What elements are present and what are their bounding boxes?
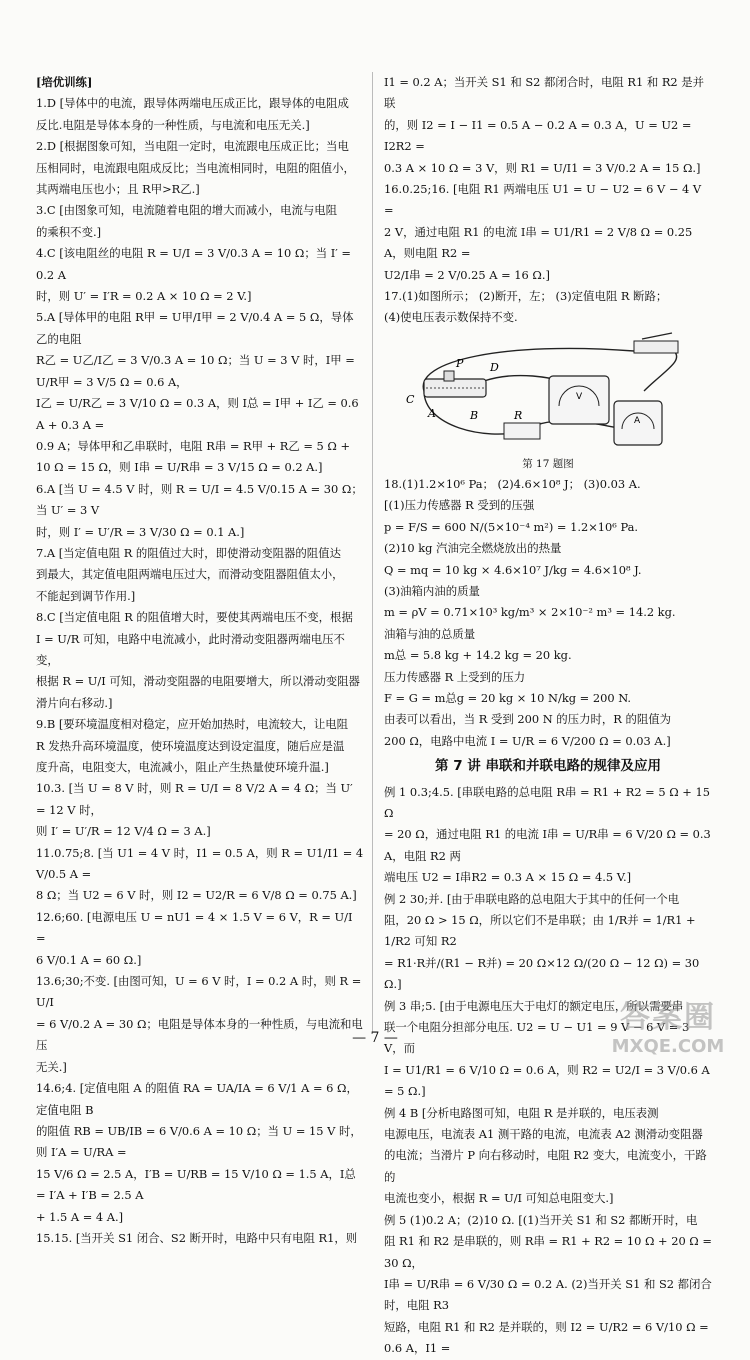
right-lines_top-line: 的，则 I2 = I − I1 = 0.5 A − 0.2 A = 0.3 A，U = U2 = I2R2 = bbox=[384, 117, 692, 154]
label-r: R bbox=[514, 408, 523, 422]
right-lines-mid bbox=[384, 474, 712, 752]
left-column bbox=[36, 72, 364, 1249]
right-lines_bottom-line: 例 5 (1)0.2 A；(2)10 Ω. [(1)当开关 S1 和 S2 都断开时，电 bbox=[384, 1212, 698, 1227]
left-lines-line: 10 Ω = 15 Ω，则 I串 = U/R串 = 3 V/15 Ω = 0.2 A.] bbox=[36, 460, 323, 475]
circuit-diagram bbox=[384, 331, 712, 456]
right-lines_bottom-line: = R1·R并/(R1 − R并) = 20 Ω×12 Ω/(20 Ω − 12 Ω) = 30 Ω.] bbox=[384, 955, 700, 992]
left-lines-line: + 1.5 A = 4 A.] bbox=[36, 1209, 124, 1224]
right-lines-bottom bbox=[384, 782, 712, 1360]
svg-text:V: V bbox=[576, 391, 583, 402]
left-lines-line: 6 V/0.1 A = 60 Ω.] bbox=[36, 952, 142, 967]
left-lines-line: 则 I′ = U′/R = 12 V/4 Ω = 3 A.] bbox=[36, 824, 211, 839]
section-label: [培优训练] bbox=[36, 75, 93, 89]
right-lines_bottom-line: 例 1 0.3;4.5. [串联电路的总电阻 R串 = R1 + R2 = 5 Ω + 15 Ω bbox=[384, 784, 710, 820]
right-lines_mid-line: [(1)压力传感器 R 受到的压强 bbox=[384, 498, 535, 513]
left-lines-line: = 6 V/0.2 A = 30 Ω；电阻是导体本身的一种性质，与电流和电压 bbox=[36, 1016, 363, 1053]
right-lines_top-line: 0.3 A × 10 Ω = 3 V，则 R1 = U/I1 = 3 V/0.2 A = 15 Ω.] bbox=[384, 160, 701, 175]
left-lines-line: I乙 = U/R乙 = 3 V/10 Ω = 0.3 A，则 I总 = I甲 + I乙 = 0.6 A + 0.3 A = bbox=[36, 396, 359, 432]
right-lines_bottom-line: I = U1/R1 = 6 V/10 Ω = 0.6 A，则 R2 = U2/I = 3 V/0.6 A = 5 Ω.] bbox=[384, 1062, 710, 1099]
right-lines_top-line: 2 V，通过电阻 R1 的电流 I串 = U1/R1 = 2 V/8 Ω = 0.25 A，则电阻 R2 = bbox=[384, 224, 693, 261]
left-lines-line: 8.C [当定值电阻 R 的阻值增大时，要使其两端电压不变，根据 bbox=[36, 610, 353, 625]
left-lines-line: 13.6;30;不变. [由图可知，U = 6 V 时，I = 0.2 A 时，则 R = U/I bbox=[36, 974, 362, 1010]
right-lines_bottom-line: 端电压 U2 = I串R2 = 0.3 A × 15 Ω = 4.5 V.] bbox=[384, 870, 632, 885]
right-lines_mid-line: 18.(1)1.2×10⁶ Pa； (2)4.6×10⁸ J； (3)0.03 A. bbox=[384, 476, 641, 491]
right-lines_mid-line: 由表可以看出，当 R 受到 200 N 的压力时，R 的阻值为 bbox=[384, 712, 672, 727]
right-lines_bottom-line: 例 4 B [分析电路图可知，电阻 R 是并联的，电压表测 bbox=[384, 1105, 659, 1120]
svg-text:A: A bbox=[634, 415, 641, 426]
right-lines_bottom-line: 电源电压，电流表 A1 测干路的电流，电流表 A2 测滑动变阻器 bbox=[384, 1127, 703, 1142]
label-d: D bbox=[490, 360, 499, 374]
left-lines-line: 0.9 A；导体甲和乙串联时，电阻 R串 = R甲 + R乙 = 5 Ω + bbox=[36, 438, 351, 453]
right-lines_mid-line: 油箱与油的总质量 bbox=[384, 626, 476, 641]
right-lines_mid-line: F = G = m总g = 20 kg × 10 N/kg = 200 N. bbox=[384, 690, 632, 705]
right-lines_mid-line: (3)油箱内油的质量 bbox=[384, 583, 480, 598]
left-lines-line: 度升高，电阻变大，电流减小，阻止产生热量使环境升温.] bbox=[36, 760, 329, 774]
left-lines-line: 滑片向右移动.] bbox=[36, 695, 113, 710]
left-lines-line: 9.B [要环境温度相对稳定，应开始加热时，电流较大，让电阻 bbox=[36, 717, 349, 732]
left-lines-line: 的乘积不变.] bbox=[36, 224, 102, 239]
right-lines_mid-line: m总 = 5.8 kg + 14.2 kg = 20 kg. bbox=[384, 648, 572, 663]
figure-caption: 第 17 题图 bbox=[522, 457, 574, 470]
right-lines_bottom-line: 短路，电阻 R1 和 R2 是并联的，则 I2 = U/R2 = 6 V/10 Ω = 0.6 A，I1 = bbox=[384, 1319, 709, 1356]
label-a: A bbox=[428, 406, 436, 420]
lecture-heading: 第 7 讲 串联和并联电路的规律及应用 bbox=[435, 758, 661, 775]
right-lines_mid-line: Q = mq = 10 kg × 4.6×10⁷ J/kg = 4.6×10⁸ J. bbox=[384, 562, 642, 577]
right-lines_bottom-line: 例 3 串;5. [由于电源电压大于电灯的额定电压，所以需要串 bbox=[384, 998, 684, 1013]
left-lines bbox=[36, 93, 364, 1249]
left-lines-line: 7.A [当定值电阻 R 的阻值过大时，即使滑动变阻器的阻值达 bbox=[36, 545, 341, 560]
right-lines_mid-line: p = F/S = 600 N/(5×10⁻⁴ m²) = 1.2×10⁶ Pa. bbox=[384, 519, 639, 534]
right-column bbox=[384, 72, 712, 1360]
right-lines_bottom-line: 电流也变小，根据 R = U/I 可知总电阻变大.] bbox=[384, 1191, 614, 1206]
right-lines_top-line: 16.0.25;16. [电阻 R1 两端电压 U1 = U − U2 = 6 V − 4 V = bbox=[384, 182, 702, 218]
label-p: P bbox=[456, 356, 464, 370]
page-number: — 7 — bbox=[352, 1030, 398, 1046]
right-lines_top-line: 17.(1)如图所示； (2)断开，左； (3)定值电阻 R 断路； bbox=[384, 289, 668, 304]
left-lines-line: 的阻值 RB = UB/IB = 6 V/0.6 A = 10 Ω；当 U = 15 V 时，则 I′A = U/RA = bbox=[36, 1123, 362, 1160]
left-lines-line: 4.C [该电阻丝的电阻 R = U/I = 3 V/0.3 A = 10 Ω；当 I′ = 0.2 A bbox=[36, 246, 351, 282]
left-lines-line: 3.C [由图象可知，电流随着电阻的增大而减小，电流与电阻 bbox=[36, 203, 338, 218]
left-lines-line: 6.A [当 U = 4.5 V 时，则 R = U/I = 4.5 V/0.15 A = 30 Ω；当 U′ = 3 V bbox=[36, 481, 363, 518]
left-lines-line: 11.0.75;8. [当 U1 = 4 V 时，I1 = 0.5 A，则 R = U1/I1 = 4 V/0.5 A = bbox=[36, 845, 364, 882]
right-lines_top-line: I1 = 0.2 A；当开关 S1 和 S2 都闭合时，电阻 R1 和 R2 是并联 bbox=[384, 75, 705, 111]
left-lines-line: 根据 R = U/I 可知，滑动变阻器的电阻要增大，所以滑动变阻器 bbox=[36, 674, 360, 689]
left-lines-line: 1.D [导体中的电流，跟导体两端电压成正比，跟导体的电阻成 bbox=[36, 96, 349, 111]
label-b: B bbox=[470, 408, 479, 422]
left-lines-line: 8 Ω；当 U2 = 6 V 时，则 I2 = U2/R = 6 V/8 Ω = 0.75 A.] bbox=[36, 888, 357, 903]
left-lines-line: 14.6;4. [定值电阻 A 的阻值 RA = UA/IA = 6 V/1 A = 6 Ω，定值电阻 B bbox=[36, 1081, 358, 1117]
left-lines-line: I = U/R 可知，电路中电流减小，此时滑动变阻器两端电压不变， bbox=[36, 631, 345, 667]
right-lines_bottom-line: I串 = U/R串 = 6 V/30 Ω = 0.2 A. (2)当开关 S1 和 S2 都闭合时，电阻 R3 bbox=[384, 1276, 712, 1313]
right-lines_bottom-line: 阻 R1 和 R2 是串联的，则 R串 = R1 + R2 = 10 Ω + 20 Ω = 30 Ω， bbox=[384, 1234, 712, 1270]
circuit-figure bbox=[384, 331, 712, 456]
right-lines_top-line: U2/I串 = 2 V/0.25 A = 16 Ω.] bbox=[384, 267, 550, 282]
left-lines-line: 时，则 I′ = U′/R = 3 V/30 Ω = 0.1 A.] bbox=[36, 524, 245, 539]
right-lines_mid-line: m = ρV = 0.71×10³ kg/m³ × 2×10⁻² m³ = 14.2 kg. bbox=[384, 605, 676, 620]
left-lines-line: 到最大，其定值电阻两端电压过大，而滑动变阻器阻值太小， bbox=[36, 567, 344, 582]
left-lines-line: 2.D [根据图象可知，当电阻一定时，电流跟电压成正比；当电 bbox=[36, 139, 349, 154]
left-lines-line: 其两端电压也小；且 R甲>R乙.] bbox=[36, 182, 200, 197]
column-divider bbox=[372, 72, 373, 1032]
watermark-logo: 答案圈 MXQE.COM bbox=[611, 1000, 725, 1057]
left-lines-line: 15.15. [当开关 S1 闭合、S2 断开时，电路中只有电阻 R1，则 bbox=[36, 1230, 358, 1245]
right-lines_mid-line: 200 Ω，电路中电流 I = U/R = 6 V/200 Ω = 0.03 A.] bbox=[384, 733, 671, 748]
left-lines-line: 10.3. [当 U = 8 V 时，则 R = U/I = 8 V/2 A = 4 Ω；当 U′ = 12 V 时， bbox=[36, 781, 353, 817]
left-lines-line: 时，则 U′ = I′R = 0.2 A × 10 Ω = 2 V.] bbox=[36, 289, 252, 304]
left-lines-line: R 发热升高环境温度，使环境温度达到设定温度，随后应是温 bbox=[36, 738, 345, 753]
right-lines_bottom-line: 阻，20 Ω > 15 Ω，所以它们不是串联；由 1/R并 = 1/R1 + 1/R2 可知 R2 bbox=[384, 913, 696, 949]
right-lines_bottom-line: 的电流；当滑片 P 向右移动时，电阻 R2 变大，电流变小，干路的 bbox=[384, 1148, 707, 1184]
right-lines_bottom-line: 联一个电阻分担部分电压. U2 = U − U1 = 9 V − 6 V = 3 V，而 bbox=[384, 1020, 690, 1056]
left-lines-line: 5.A [导体甲的电阻 R甲 = U甲/I甲 = 2 V/0.4 A = 5 Ω，导体乙的电阻 bbox=[36, 310, 354, 346]
left-lines-line: 12.6;60. [电源电压 U = nU1 = 4 × 1.5 V = 6 V，R = U/I = bbox=[36, 909, 353, 946]
left-lines-line: 不能起到调节作用.] bbox=[36, 588, 136, 603]
left-lines-line: 无关.] bbox=[36, 1059, 67, 1074]
label-c: C bbox=[406, 392, 415, 406]
right-lines_mid-line: (2)10 kg 汽油完全燃烧放出的热量 bbox=[384, 541, 562, 556]
right-lines_mid-line: 压力传感器 R 上受到的压力 bbox=[384, 669, 526, 684]
left-lines-line: 反比.电阻是导体本身的一种性质，与电流和电压无关.] bbox=[36, 117, 310, 132]
left-lines-line: 15 V/6 Ω = 2.5 A，I′B = U/RB = 15 V/10 Ω = 1.5 A，I总 = I′A + I′B = 2.5 A bbox=[36, 1166, 356, 1203]
right-lines_bottom-line: 例 2 30;并. [由于串联电路的总电阻大于其中的任何一个电 bbox=[384, 891, 680, 906]
right-lines_top-line: (4)使电压表示数保持不变. bbox=[384, 310, 518, 325]
left-lines-line: R乙 = U乙/I乙 = 3 V/0.3 A = 10 Ω；当 U = 3 V 时，I甲 = U/R甲 = 3 V/5 Ω = 0.6 A， bbox=[36, 353, 355, 389]
right-lines-top bbox=[384, 72, 712, 329]
left-lines-line: 压相同时，电流跟电阻成反比；当电流相同时，电阻的阻值小， bbox=[36, 160, 355, 175]
right-lines_bottom-line: = 20 Ω，通过电阻 R1 的电流 I串 = U/R串 = 6 V/20 Ω = 0.3 A，电阻 R2 两 bbox=[384, 827, 711, 863]
